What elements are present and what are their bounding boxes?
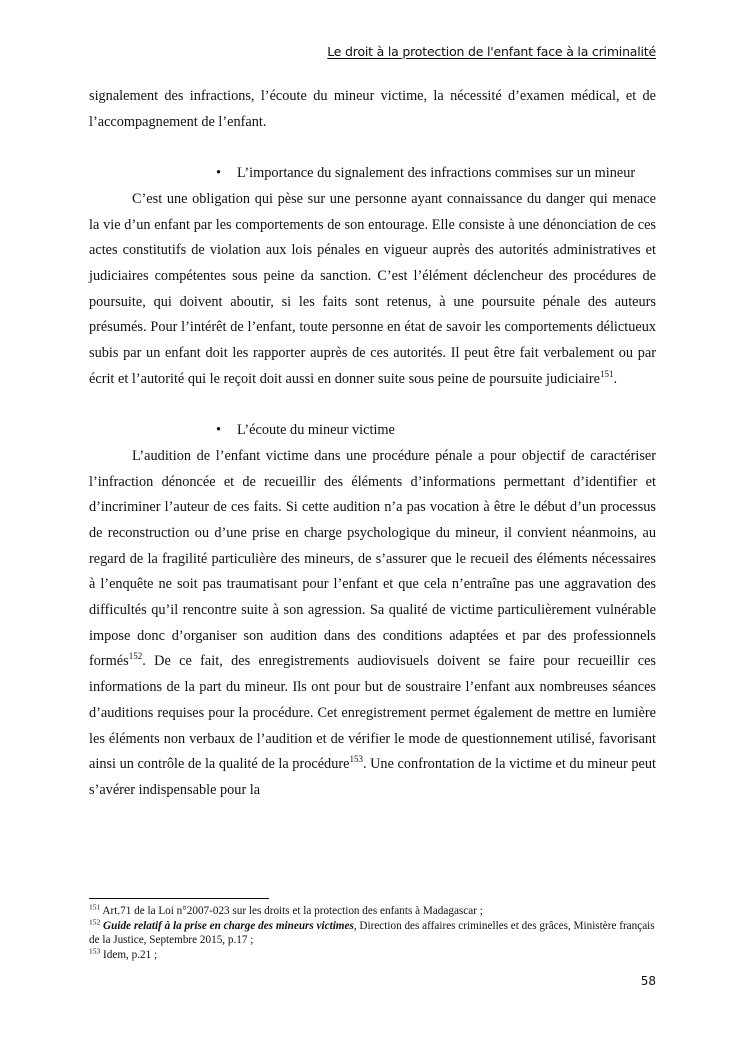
paragraph-signalement [89, 187, 656, 393]
bullet-text: L’importance du signalement des infractions commises sur un mineur [237, 165, 636, 182]
footnote-number: 151 [89, 902, 101, 912]
running-header: Le droit à la protection de l'enfant face à la criminalité [327, 44, 656, 59]
footnote-number: 153 [89, 945, 101, 955]
paragraph-text: L’audition de l’enfant victime dans une procédure pénale a pour objectif de caractériser l’infraction dénoncée et de recueillir des éléments d’informations permettant d’identifier et d’incriminer l’auteur de ces faits. Si cette audition n’a pas vocation à être le début d’un processus de reconstruction ou d’une prise en charge psychologique du mineur, il convient néanmoins, au regard de la fragilité particulière des mineurs, de s’assurer que le recueil des éléments nécessaires à l’enquête ne soit pas traumatisant pour l’enfant et que cela n’entraîne pas une aggravation des difficultés qu’il rencontre suite à son agression. Sa qualité de victime particulièrement vulnérable impose donc d’organiser son audition dans des conditions adaptées et par des professionnels formés [89, 447, 656, 670]
bullet-text: L’écoute du mineur victime [237, 422, 395, 439]
bullet-icon: • [216, 422, 222, 439]
footnotes [89, 904, 656, 962]
footnote-number: 152 [89, 916, 101, 926]
footnote-151 [89, 904, 656, 919]
footnote-152 [89, 916, 656, 948]
footnote-ref-152[interactable]: 152 [128, 651, 143, 662]
footnote-text: Art.71 de la Loi n°2007-023 sur les droits et la protection des enfants à Madagascar ; [100, 905, 483, 917]
paragraph-gap [89, 135, 656, 161]
footnote-text: Idem, p.21 ; [100, 948, 158, 961]
bullet-icon: • [216, 165, 222, 182]
bullet-item-ecoute [216, 418, 656, 444]
footnote-separator [89, 898, 269, 899]
paragraph-text: . Une confrontation de la victime et du mineur peut s’avérer indispensable pour la [89, 756, 656, 798]
paragraph-text: . De ce fait, des enregistrements audiovisuels doivent se faire pour recueillir ces informations de la part du mineur. Ils ont pour but de soustraire l’enfant aux nombreuses séances d’auditions requises pour la procédure. Cet enregistrement permet également de mettre en lumière les éléments non verbaux de l’audition et de vérifier le mode de questionnement utilisé, favorisant ainsi un contrôle de la qualité de la procédure [89, 653, 656, 773]
paragraph-ecoute [89, 444, 656, 804]
footnote-153 [89, 945, 656, 963]
footnote-ref-151[interactable]: 151 [599, 368, 614, 379]
paragraph-gap [89, 392, 656, 418]
page-number: 58 [640, 974, 656, 988]
paragraph-intro-continuation: signalement des infractions, l’écoute du mineur victime, la nécessité d’examen médical, et de l’accompagnement de l’enfant. [89, 88, 656, 130]
bullet-item-signalement [216, 161, 656, 187]
paragraph-text: . [613, 370, 618, 387]
footnote-ref-153[interactable]: 153 [349, 754, 363, 765]
footnote-title: Guide relatif à la prise en charge des mineurs victimes [103, 919, 354, 932]
paragraph-text: C’est une obligation qui pèse sur une personne ayant connaissance du danger qui menace la vie d’un enfant par les comportements de son entourage. Elle consiste à une dénonciation de ces actes constitutifs de violation aux lois pénales en vigueur auprès des autorités administratives et judiciaires compétentes sous peine da sanction. C’est l’élément déclencheur des procédures de poursuite, qui doivent aboutir, si les faits sont retenus, à une poursuite pénale des auteurs présumés. Pour l’intérêt de l’enfant, toute personne en état de savoir les comportements délictueux subis par un enfant doit les rapporter auprès de ces autorités. Il peut être fait verbalement ou par écrit et l’autorité qui le reçoit doit aussi en donner suite sous peine de poursuite judiciaire [89, 190, 656, 387]
footnote-text: , Direction des affaires criminelles et des grâces, Ministère français de la Justice, Septembre 2015, p.17 ; [89, 919, 655, 946]
body-text [89, 84, 656, 804]
